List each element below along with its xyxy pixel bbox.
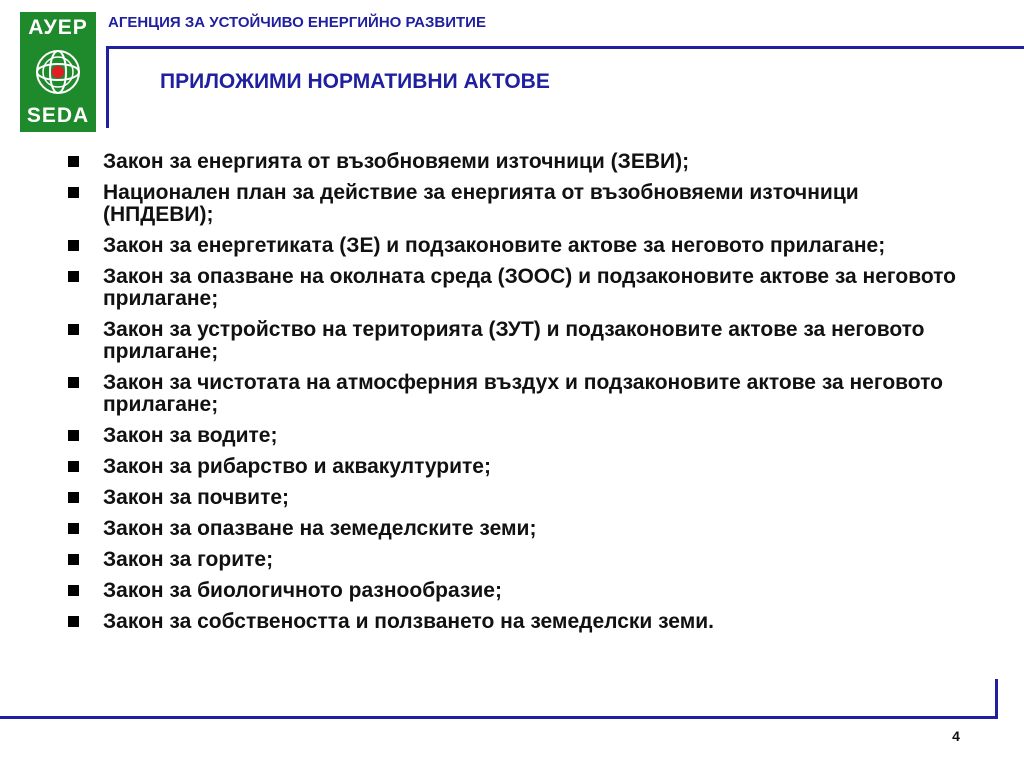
square-bullet-icon [68,377,79,388]
square-bullet-icon [68,585,79,596]
slide-title: ПРИЛОЖИМИ НОРМАТИВНИ АКТОВЕ [160,70,550,93]
list-item [66,518,966,540]
list-item-label: Закон за рибарство и аквакултурите; [103,455,491,478]
list-item-label: Закон за собствеността и ползването на земеделски земи. [103,610,714,633]
list-item-label: Закон за горите; [103,548,274,571]
list-item [66,151,966,173]
square-bullet-icon [68,554,79,565]
footer-divider [0,716,998,719]
seda-logo [20,12,96,132]
list-item [66,425,966,447]
header-divider [106,46,1024,49]
list-item [66,235,966,257]
square-bullet-icon [68,240,79,251]
list-item [66,549,966,571]
list-item [66,182,966,226]
square-bullet-icon [68,430,79,441]
square-bullet-icon [68,492,79,503]
square-bullet-icon [68,271,79,282]
agency-name: АГЕНЦИЯ ЗА УСТОЙЧИВО ЕНЕРГИЙНО РАЗВИТИЕ [108,14,486,31]
square-bullet-icon [68,156,79,167]
list-item-label: Закон за почвите; [103,486,290,509]
list-item [66,372,966,416]
list-item [66,487,966,509]
list-item [66,266,966,310]
list-item-label: Закон за енергията от възобновяеми източници (ЗЕВИ); [103,150,690,173]
logo-text-seda: SEDA [26,104,90,127]
list-item-label: Закон за опазване на земеделските земи; [103,517,537,540]
square-bullet-icon [68,324,79,335]
header-vertical-divider [106,46,109,128]
list-item-label: Закон за биологичното разнообразие; [103,579,502,602]
square-bullet-icon [68,523,79,534]
legislation-list [66,151,966,642]
footer-vertical-divider [995,679,998,719]
list-item-label: Закон за опазване на околната среда (ЗООС) и подзаконовите актове за неговото прилагане; [103,265,956,310]
list-item-label: Закон за устройство на територията (ЗУТ) и подзаконовите актове за неговото прилагане; [103,318,925,363]
list-item [66,611,966,633]
globe-target-icon [20,44,96,100]
square-bullet-icon [68,616,79,627]
square-bullet-icon [68,187,79,198]
list-item-label: Закон за енергетиката (ЗЕ) и подзаконовите актове за неговото прилагане; [103,234,886,257]
list-item-label: Национален план за действие за енергията от възобновяеми източници (НПДЕВИ); [103,181,859,226]
list-item-label: Закон за чистотата на атмосферния въздух и подзаконовите актове за неговото прилагане; [103,371,943,416]
list-item [66,580,966,602]
logo-text-auer: АУЕР [28,16,88,39]
square-bullet-icon [68,461,79,472]
list-item-label: Закон за водите; [103,424,278,447]
list-item [66,319,966,363]
list-item [66,456,966,478]
page-number: 4 [952,728,960,744]
